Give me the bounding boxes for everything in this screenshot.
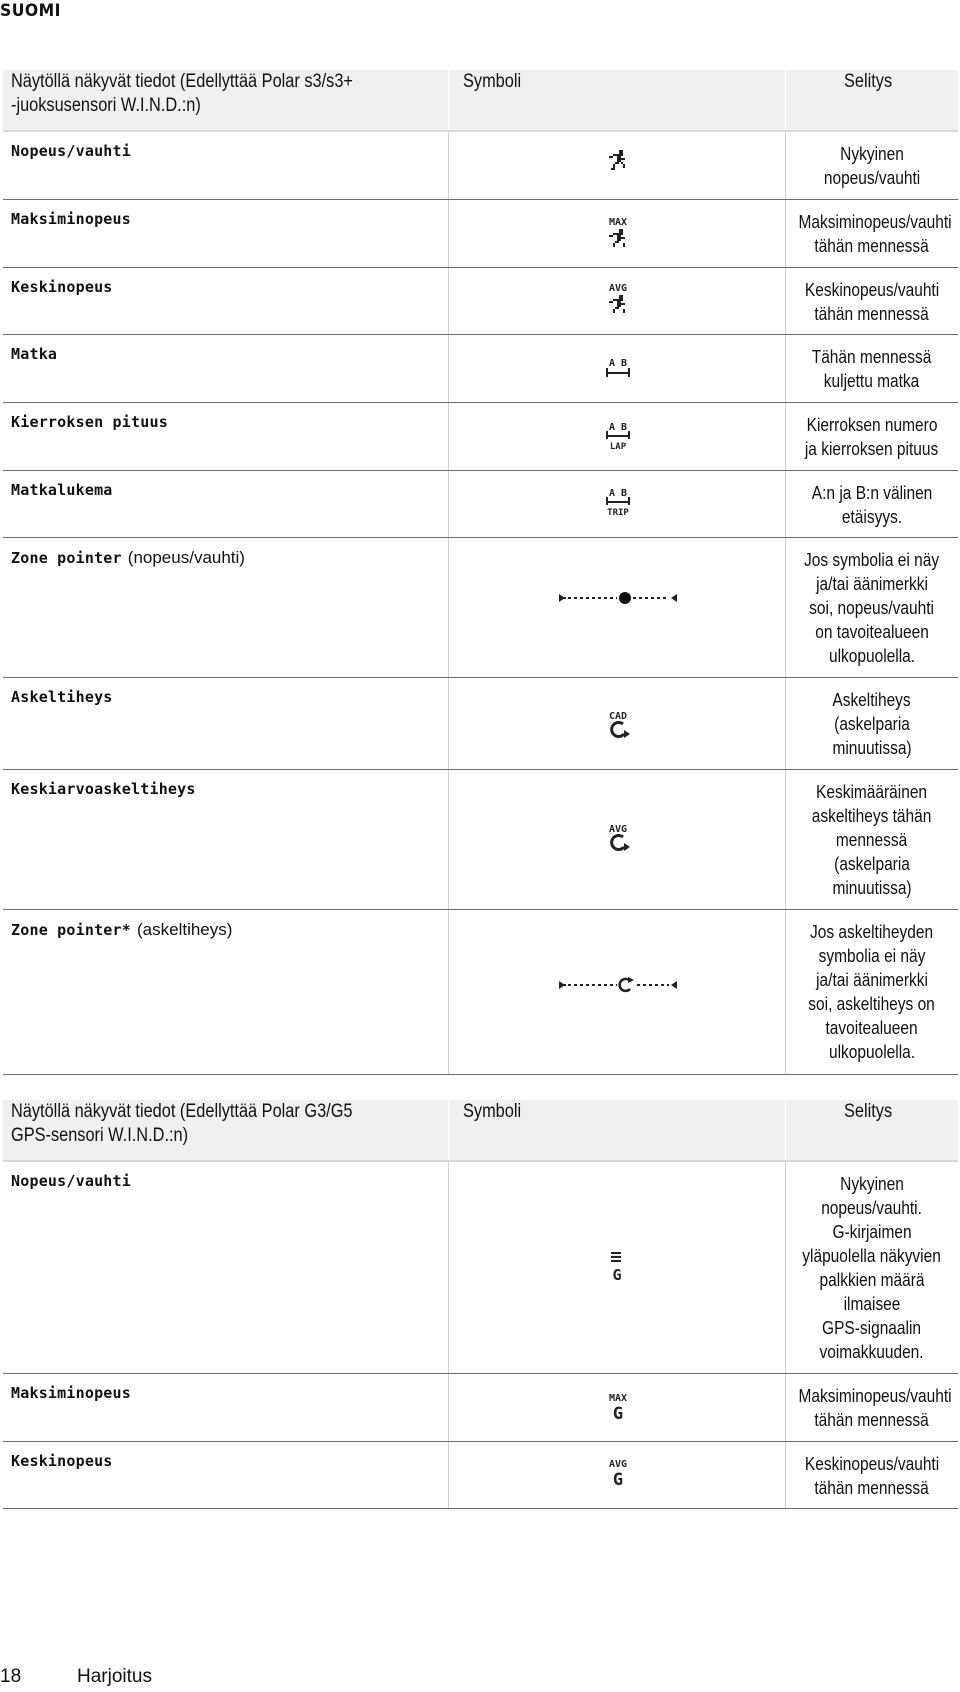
lap-distance-icon xyxy=(604,421,632,453)
description: A:n ja B:n välinen etäisyys. xyxy=(811,483,932,527)
display-label: Zone pointer (nopeus/vauhti) xyxy=(11,548,245,567)
description: Kierroksen numero ja kierroksen pituus xyxy=(805,415,939,459)
chapter-title: Harjoitus xyxy=(77,1666,152,1687)
svg-text:A B: A B xyxy=(608,488,627,499)
display-label: Keskiarvoaskeltiheys xyxy=(11,780,196,798)
cadence-icon xyxy=(605,710,631,742)
display-label: Matka xyxy=(11,345,58,363)
display-label: Kierroksen pituus xyxy=(11,413,168,431)
runner-icon xyxy=(609,150,627,170)
display-label: Keskinopeus xyxy=(11,278,113,296)
section-label: SUOMI xyxy=(0,1,61,21)
header-symbol: Symboli xyxy=(448,1100,785,1161)
svg-text:MAX: MAX xyxy=(608,217,627,228)
table-row xyxy=(3,335,958,403)
header-display-info: Näytöllä näkyvät tiedot (Edellyttää Polar s3/s3+ -juoksusensori W.I.N.D.:n) xyxy=(3,70,448,131)
header-description: Selitys xyxy=(785,70,958,131)
page-number: 18 xyxy=(0,1666,22,1687)
table-row xyxy=(3,1161,958,1374)
table-row xyxy=(3,131,958,200)
svg-text:AVG: AVG xyxy=(608,283,627,294)
svg-text:LAP: LAP xyxy=(609,442,626,452)
header-display-info: Näytöllä näkyvät tiedot (Edellyttää Polar G3/G5 GPS-sensori W.I.N.D.:n) xyxy=(3,1100,448,1161)
table-row xyxy=(3,200,958,268)
display-label: Maksiminopeus xyxy=(11,210,131,228)
display-label: Matkalukema xyxy=(11,481,113,499)
max-runner-icon xyxy=(605,216,631,250)
description: Jos symbolia ei näy ja/tai äänimerkki soi, nopeus/vauhti on tavoitealueen ulkopuolella. xyxy=(804,550,940,666)
max-gps-icon xyxy=(605,1392,631,1422)
svg-text:A B: A B xyxy=(608,422,627,433)
svg-text:A B: A B xyxy=(608,358,627,369)
table-row xyxy=(3,268,958,335)
description: Nykyinen nopeus/vauhti. G-kirjaimen yläpuolella näkyvien palkkien määrä ilmaisee GPS-signaalin voimakkuuden. xyxy=(802,1174,942,1362)
zone-pointer-cadence-icon xyxy=(559,976,677,994)
svg-text:G: G xyxy=(612,1470,623,1488)
display-label: Maksiminopeus xyxy=(11,1384,131,1402)
description: Maksiminopeus/vauhti tähän mennessä xyxy=(797,212,952,256)
display-label: Zone pointer* (askeltiheys) xyxy=(11,920,233,939)
svg-text:AVG: AVG xyxy=(608,824,627,835)
table-header xyxy=(3,1100,958,1161)
description: Tähän mennessä kuljettu matka xyxy=(811,347,932,391)
svg-text:AVG: AVG xyxy=(608,1459,627,1470)
speed-sensor-table xyxy=(3,70,958,1075)
table-row xyxy=(3,770,958,910)
description: Keskinopeus/vauhti tähän mennessä xyxy=(804,280,939,324)
table-row xyxy=(3,538,958,678)
description: Keskimääräinen askeltiheys tähän mennessä (askelparia minuutissa) xyxy=(811,782,932,898)
table-row xyxy=(3,1442,958,1509)
svg-text:G: G xyxy=(612,1404,623,1422)
display-label: Nopeus/vauhti xyxy=(11,142,131,160)
table-row xyxy=(3,678,958,770)
table-row xyxy=(3,910,958,1075)
description: Askeltiheys (askelparia minuutissa) xyxy=(832,690,912,758)
gps-signal-icon xyxy=(609,1252,627,1284)
table-row xyxy=(3,1374,958,1442)
avg-runner-icon xyxy=(605,282,631,316)
avg-cadence-icon xyxy=(605,823,631,855)
display-label: Keskinopeus xyxy=(11,1452,113,1470)
description: Maksiminopeus/vauhti tähän mennessä xyxy=(797,1386,952,1430)
trip-distance-icon xyxy=(604,487,632,519)
svg-text:G: G xyxy=(611,1266,622,1284)
display-label: Askeltiheys xyxy=(11,688,113,706)
description: Jos askeltiheyden symbolia ei näy ja/tai äänimerkki soi, askeltiheys on tavoitealueen ulkopuolella. xyxy=(808,922,935,1062)
zone-pointer-dot-icon xyxy=(559,590,677,606)
header-description: Selitys xyxy=(785,1100,958,1161)
svg-text:MAX: MAX xyxy=(608,1393,627,1404)
svg-text:CAD: CAD xyxy=(608,711,627,722)
avg-gps-icon xyxy=(605,1458,631,1488)
gps-sensor-table xyxy=(3,1100,958,1509)
display-label: Nopeus/vauhti xyxy=(11,1172,131,1190)
distance-ab-icon xyxy=(604,357,632,379)
table-row xyxy=(3,471,958,538)
description: Keskinopeus/vauhti tähän mennessä xyxy=(804,1454,939,1498)
description: Nykyinen nopeus/vauhti xyxy=(823,144,920,188)
table-row xyxy=(3,403,958,471)
svg-text:TRIP: TRIP xyxy=(606,508,629,518)
table-header xyxy=(3,70,958,131)
header-symbol: Symboli xyxy=(448,70,785,131)
